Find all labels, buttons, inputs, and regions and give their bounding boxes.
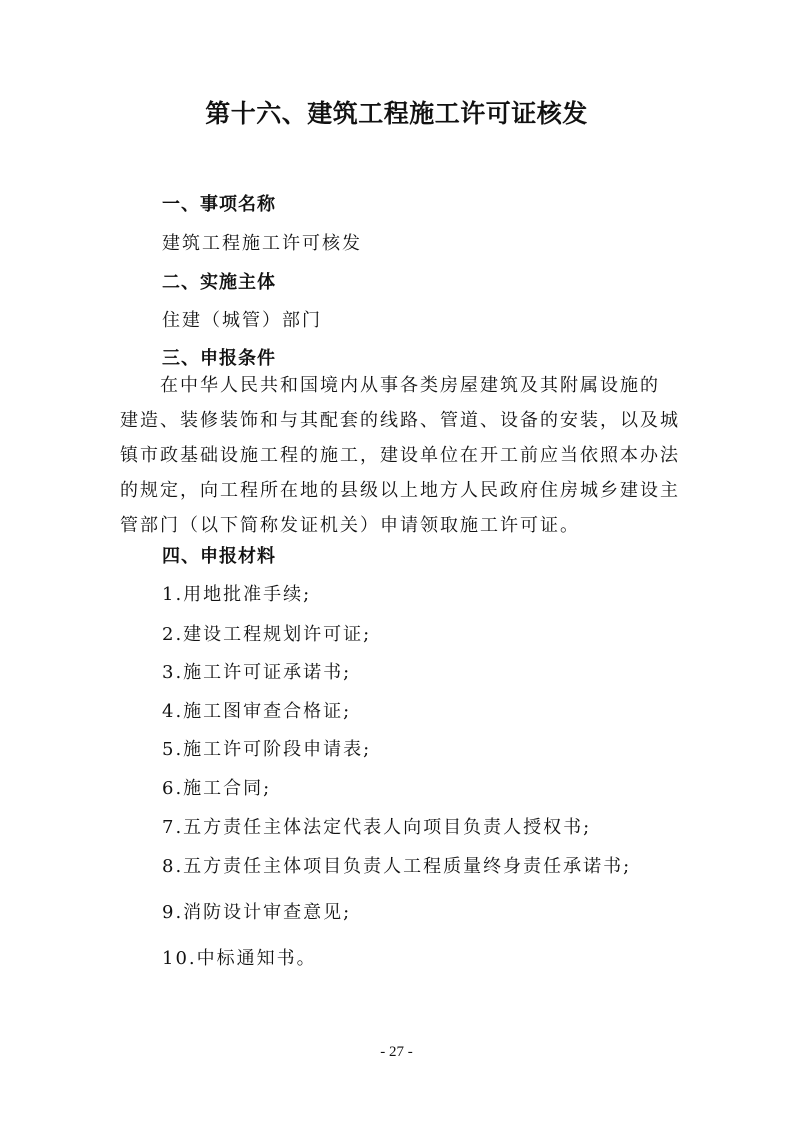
material-item: 7.五方责任主体法定代表人向项目负责人授权书; — [162, 817, 592, 838]
conditions-line: 在中华人民共和国境内从事各类房屋建筑及其附属设施的 — [160, 375, 660, 396]
conditions-line: 管部门（以下简称发证机关）申请领取施工许可证。 — [120, 515, 580, 536]
conditions-line: 的规定，向工程所在地的县级以上地方人民政府住房城乡建设主 — [120, 480, 680, 501]
material-item: 5.施工许可阶段申请表; — [162, 739, 372, 760]
material-item: 9.消防设计审查意见; — [162, 902, 352, 923]
conditions-line: 镇市政基础设施工程的施工，建设单位在开工前应当依照本办法 — [120, 445, 680, 466]
section-heading-subject: 二、实施主体 — [162, 272, 276, 293]
material-item: 3.施工许可证承诺书; — [162, 662, 352, 683]
section-heading-conditions: 三、申报条件 — [162, 348, 276, 369]
material-item: 10.中标通知书。 — [162, 948, 317, 969]
page-number: - 27 - — [380, 1044, 413, 1060]
subject-content: 住建（城管）部门 — [162, 310, 322, 331]
conditions-line: 建造、装修装饰和与其配套的线路、管道、设备的安装，以及城 — [120, 410, 680, 431]
material-item: 2.建设工程规划许可证; — [162, 624, 372, 645]
section-heading-materials: 四、申报材料 — [162, 546, 276, 567]
material-item: 1.用地批准手续; — [162, 584, 312, 605]
section-heading-item-name: 一、事项名称 — [162, 194, 276, 215]
material-item: 8.五方责任主体项目负责人工程质量终身责任承诺书; — [162, 856, 632, 877]
material-item: 6.施工合同; — [162, 778, 272, 799]
conditions-paragraph — [120, 368, 680, 543]
page-title: 第十六、建筑工程施工许可证核发 — [205, 99, 588, 128]
item-name-content: 建筑工程施工许可核发 — [162, 233, 362, 254]
material-item: 4.施工图审查合格证; — [162, 701, 352, 722]
